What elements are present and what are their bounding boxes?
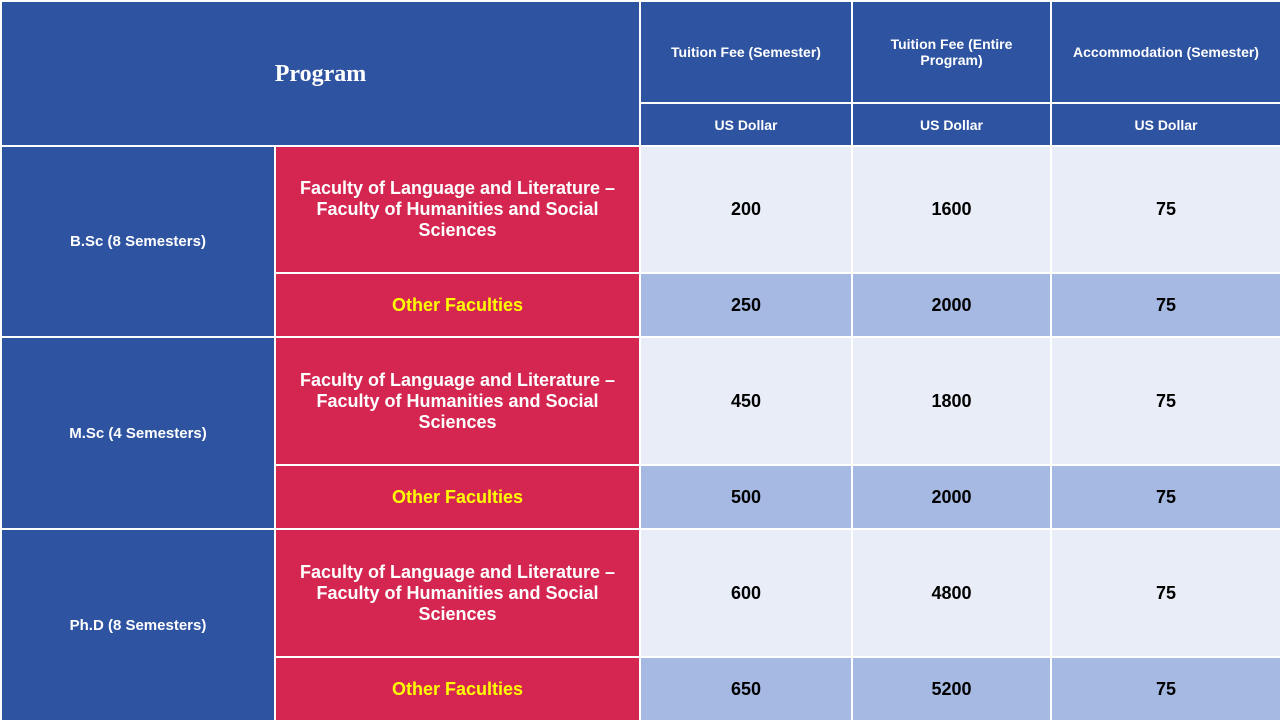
table-row	[1, 146, 1280, 273]
accommodation-value: 75	[1051, 657, 1280, 721]
tuition-semester-value: 250	[640, 273, 852, 337]
tuition-program-value: 5200	[852, 657, 1051, 721]
table-row	[1, 529, 1280, 657]
tuition-semester-value: 650	[640, 657, 852, 721]
faculty-name: Faculty of Language and Literature – Faculty of Humanities and Social Sciences	[275, 529, 640, 657]
program-name-msc: M.Sc (4 Semesters)	[1, 337, 275, 529]
accommodation-unit: US Dollar	[1051, 103, 1280, 146]
program-header: Program	[1, 1, 640, 146]
tuition-semester-value: 500	[640, 465, 852, 529]
tuition-program-unit: US Dollar	[852, 103, 1051, 146]
accommodation-value: 75	[1051, 337, 1280, 465]
program-name-bsc: B.Sc (8 Semesters)	[1, 146, 275, 337]
accommodation-value: 75	[1051, 146, 1280, 273]
faculty-name: Faculty of Language and Literature – Faculty of Humanities and Social Sciences	[275, 337, 640, 465]
tuition-program-value: 2000	[852, 465, 1051, 529]
tuition-semester-value: 200	[640, 146, 852, 273]
tuition-program-value: 1800	[852, 337, 1051, 465]
header-row	[1, 1, 1280, 103]
program-name-phd: Ph.D (8 Semesters)	[1, 529, 275, 721]
tuition-program-value: 1600	[852, 146, 1051, 273]
tuition-semester-unit: US Dollar	[640, 103, 852, 146]
table-row	[1, 337, 1280, 465]
accommodation-header: Accommodation (Semester)	[1051, 1, 1280, 103]
accommodation-value: 75	[1051, 465, 1280, 529]
faculty-name: Faculty of Language and Literature – Faculty of Humanities and Social Sciences	[275, 146, 640, 273]
tuition-semester-header: Tuition Fee (Semester)	[640, 1, 852, 103]
faculty-name: Other Faculties	[275, 465, 640, 529]
accommodation-value: 75	[1051, 273, 1280, 337]
tuition-program-value: 2000	[852, 273, 1051, 337]
tuition-semester-value: 450	[640, 337, 852, 465]
accommodation-value: 75	[1051, 529, 1280, 657]
tuition-program-header: Tuition Fee (Entire Program)	[852, 1, 1051, 103]
faculty-name: Other Faculties	[275, 273, 640, 337]
faculty-name: Other Faculties	[275, 657, 640, 721]
tuition-program-value: 4800	[852, 529, 1051, 657]
tuition-semester-value: 600	[640, 529, 852, 657]
